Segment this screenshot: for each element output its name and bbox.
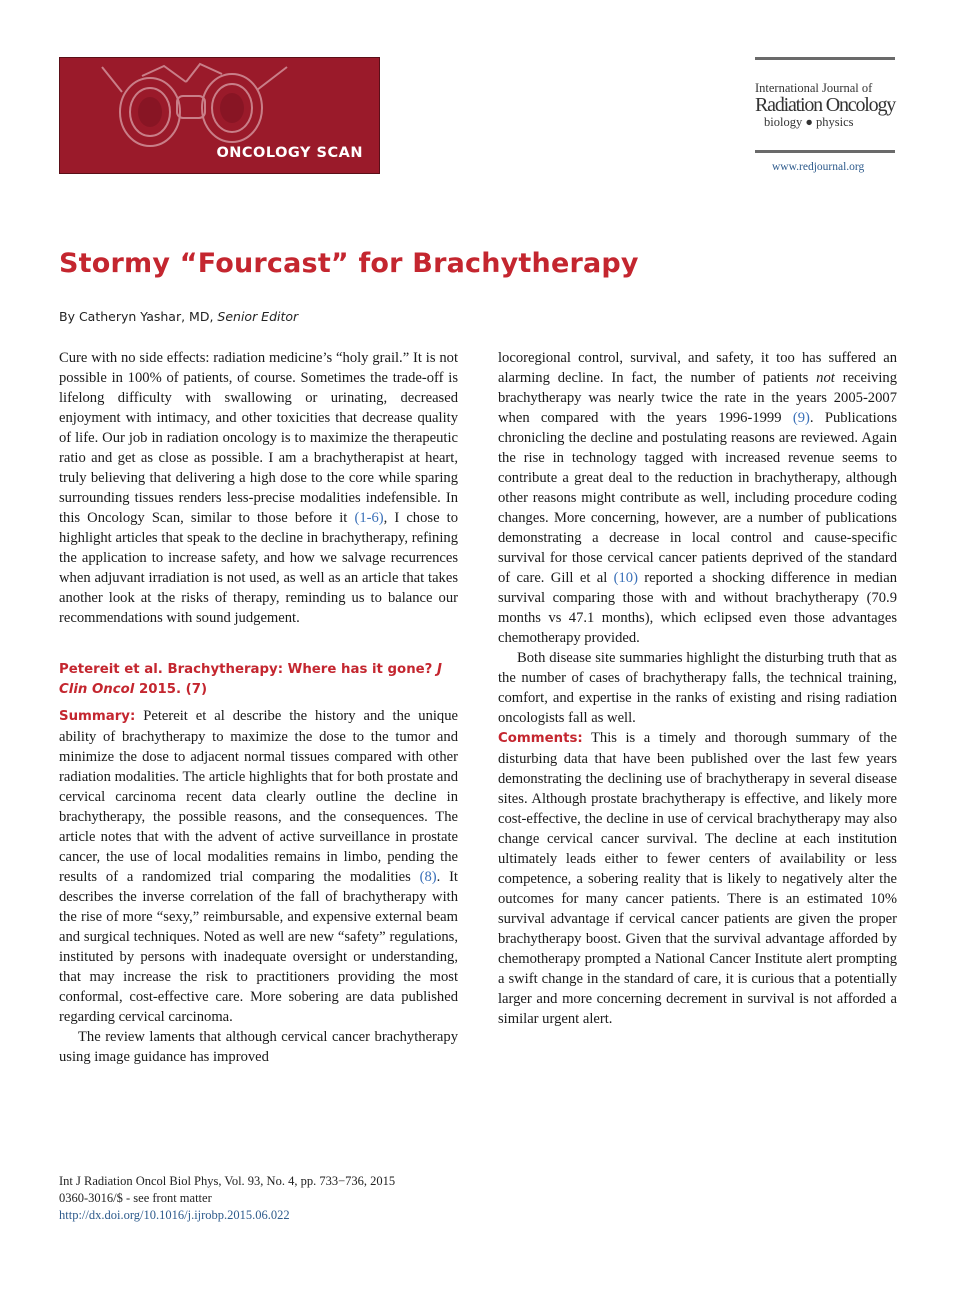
section-heading-ref[interactable]: 2015. (7) xyxy=(138,682,208,697)
summary-text-1: Petereit et al describe the history and the unique ability of brachytherapy to maximize the dose to the tumor and minimize the dose to adjacent normal tissues compared with other radiation modalities. The article highlights that for both prostate and cervical carcinoma recent data clearly outline the decline in brachytherapy, the possible reasons, and the consequences. The article notes that with the advent of active surveillance in prostate cancer, the use of local modalities remains in limbo, pending the results of a randomized trial comparing the modalities xyxy=(59,708,458,885)
byline xyxy=(59,309,298,324)
disease-summary-paragraph: Both disease site summaries highlight the disturbing truth that as the number of cases of brachytherapy falls, the technical training, comfort, and expertise in the ranks of existing and rising radiation oncologists fall as well. xyxy=(498,650,897,726)
review-text-2: receiving brachytherapy was nearly twice the rate in the years 2005-2007 when compared with the years 1996-1999 xyxy=(498,370,897,426)
summary-text-2: . It describes the inverse correlation of the fall of brachytherapy with the rise of more “sexy,” reimbursable, and expensive external beam and surgical techniques. Noted as well are new “safety” regulations, instituted by persons with inadequate oversight or understanding, that may increase the risk to practitioners providing the most conformal, cost-effective care. More sobering are data published regarding cervical carcinoma. xyxy=(59,869,458,1025)
review-paragraph-start xyxy=(59,1027,458,1067)
review-text-3: . Publications chronicling the decline and postulating reasons are reviewed. Again the rise in technology tagged with increased revenue seems to contribute a great deal to the reduction in brachytherapy, although other reasons might contribute as well, including procedure coding changes. More concerning, however, are a number of publications demonstrating a decrease in local control and cause-specific survival for those cervical cancer patients deprived of the standard of care. Gill et al xyxy=(498,410,897,586)
banner-label: ONCOLOGY SCAN xyxy=(216,145,363,161)
oncology-scan-banner xyxy=(59,57,380,174)
section-heading-journal: J Clin Oncol xyxy=(59,662,442,697)
byline-author: By Catheryn Yashar, MD, xyxy=(59,309,214,324)
article-title: Stormy “Fourcast” for Brachytherapy xyxy=(59,248,639,279)
review-text-1-continued: locoregional control, survival, and safety, it too has suffered an alarming decline. In fact, the number of patients xyxy=(498,350,897,386)
review-paragraph-continued xyxy=(498,348,897,648)
right-column xyxy=(498,348,897,1029)
byline-role: Senior Editor xyxy=(217,309,299,324)
reference-link-10[interactable]: (10) xyxy=(613,570,638,586)
reference-link-1-6[interactable]: (1-6) xyxy=(354,510,384,526)
footer xyxy=(59,1173,395,1224)
journal-rule-top xyxy=(755,57,895,60)
doi-link[interactable]: http://dx.doi.org/10.1016/j.ijrobp.2015.06.022 xyxy=(59,1208,290,1222)
section-heading xyxy=(59,660,458,700)
section-heading-text: Petereit et al. Brachytherapy: Where has it gone? xyxy=(59,662,433,677)
intro-text-2: , I chose to highlight articles that speak to the decline in brachytherapy, refining the application to increase safety, and how we salvage recurrences when adjuvant irradiation is not used, as well as an article that takes another look at the risks of therapy, reminding us to balance our recommendations with sound judgement. xyxy=(59,510,458,626)
journal-name-line3: biology ● physics xyxy=(764,115,854,129)
intro-text-1: Cure with no side effects: radiation medicine’s “holy grail.” It is not possible in 100% of patients, of course. Sometimes the trade-off is lifelong difficulty with swallowing or urinating, decreased enjoyment with intimacy, and other toxicities that decrease quality of life. Our job in radiation oncology is to maximize the therapeutic ratio and get as close as possible. I am a brachytherapist at heart, truly believing that delivering a high dose to the core while sparing surrounding tissues renders less-precise modalities indefensible. In this Oncology Scan, similar to those before it xyxy=(59,350,458,526)
binoculars-icon xyxy=(82,62,312,157)
intro-paragraph xyxy=(59,348,458,628)
journal-rule-bottom xyxy=(755,150,895,153)
journal-name-line2: Radiation Oncology xyxy=(755,94,896,116)
summary-label: Summary: xyxy=(59,709,136,724)
reference-link-9[interactable]: (9) xyxy=(792,410,810,426)
review-emphasis: not xyxy=(816,370,835,386)
review-text-4: reported a shocking difference in median survival comparing those with and without brachytherapy (70.9 months vs 47.1 months), which eclipsed even those advantages chemotherapy provided. xyxy=(498,570,897,646)
left-column xyxy=(59,348,458,1067)
journal-logo xyxy=(755,57,895,187)
comments-label: Comments: xyxy=(498,731,583,746)
summary-paragraph xyxy=(59,706,458,1027)
comments-paragraph xyxy=(498,728,897,1029)
reference-link-8[interactable]: (8) xyxy=(419,869,437,885)
citation: Int J Radiation Oncol Biol Phys, Vol. 93, No. 4, pp. 733−736, 2015 xyxy=(59,1174,396,1188)
review-text-1: The review laments that although cervical cancer brachytherapy using image guidance has improved xyxy=(59,1029,458,1065)
comments-text: This is a timely and thorough summary of the disturbing data that have been published over the last few years demonstrating the declining use of brachytherapy in several disease sites. Although prostate brachytherapy is effective, and likely more cost-effective, the decline in use of cervical brachytherapy may also change cervical cancer survival. The decline at each institution ultimately leads either to fewer centers of availability or less competence, a sobering reality that is likely to negatively alter the outcomes for many cancer patients. There is an estimated 10% survival advantage if cervical cancer patients are given the proper brachytherapy boost. Given that the survival advantage afforded by chemotherapy prompted a National Cancer Institute alert prompting a swift change in the standard of care, it is curious that a potentially larger and more concerning decrement in survival is not afforded a similar urgent alert. xyxy=(498,730,898,1027)
issn: 0360-3016/$ - see front matter xyxy=(59,1191,212,1205)
journal-url-link[interactable]: www.redjournal.org xyxy=(772,161,865,173)
journal-name-line1: International Journal of xyxy=(755,81,873,95)
